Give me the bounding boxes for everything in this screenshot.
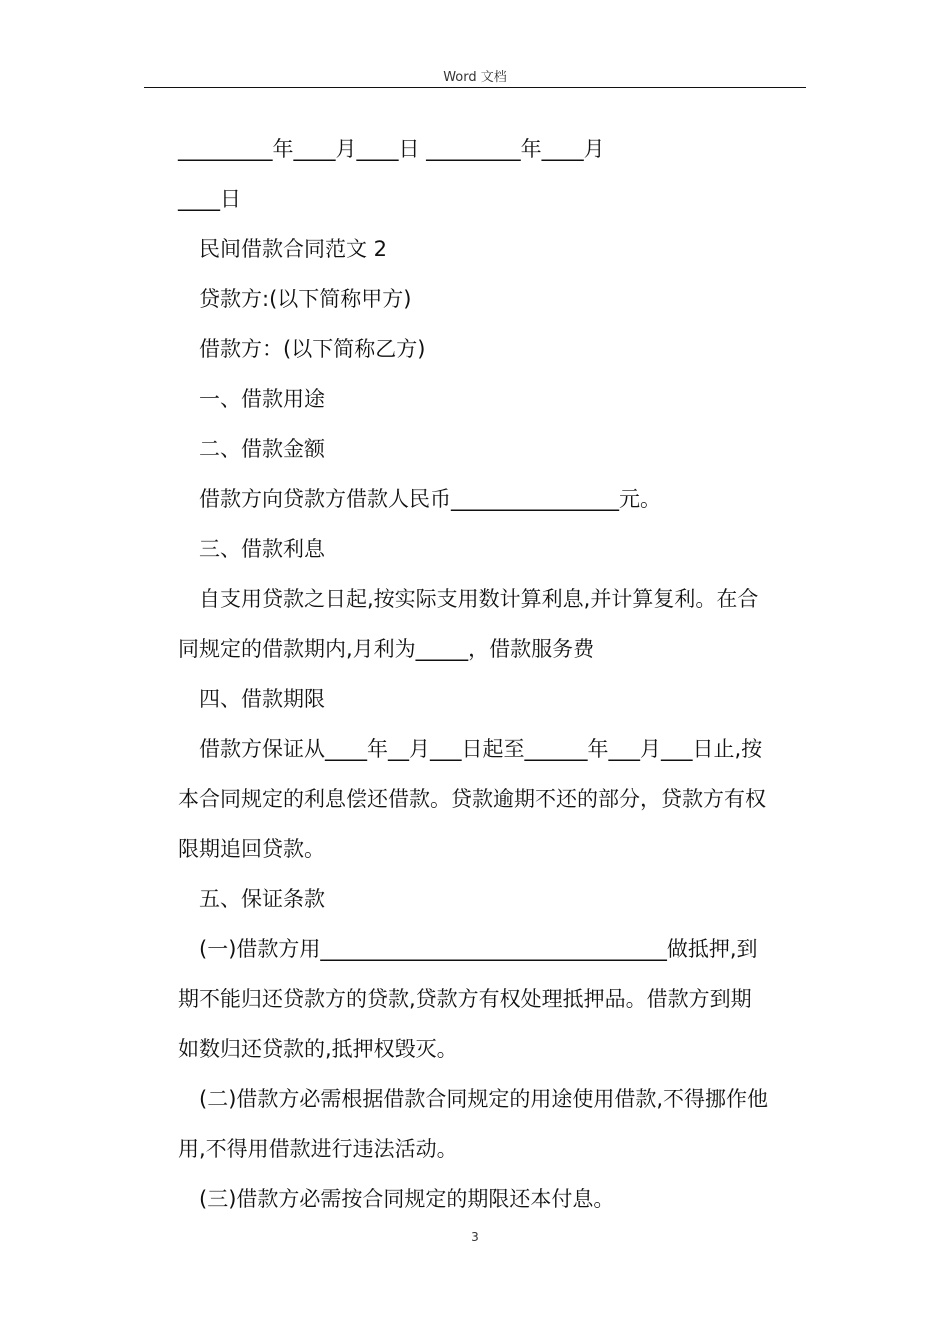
term-paragraph-line-1: 借款方保证从____年__月___日起至______年___月___日止,按: [199, 737, 763, 761]
date-line-continued: ____日: [178, 187, 241, 211]
section-heading-purpose: 一、借款用途: [199, 387, 325, 411]
guarantee-clause-1-line-1: (一)借款方用_________________________________做抵押,到: [199, 937, 758, 961]
borrower-line: 借款方：(以下简称乙方): [199, 337, 426, 361]
lender-line: 贷款方:(以下简称甲方): [199, 287, 412, 311]
interest-paragraph-line-2: 同规定的借款期内,月利为_____，借款服务费: [178, 637, 595, 661]
section-heading-guarantee: 五、保证条款: [199, 887, 325, 911]
page-header: Word 文档: [443, 70, 507, 85]
guarantee-clause-2-line-1: (二)借款方必需根据借款合同规定的用途使用借款,不得挪作他: [199, 1087, 769, 1111]
section-heading-term: 四、借款期限: [199, 687, 325, 711]
date-line: _________年____月____日 _________年____月: [178, 137, 605, 161]
header-divider: [144, 87, 806, 88]
guarantee-clause-1-line-3: 如数归还贷款的,抵押权毁灭。: [178, 1037, 458, 1061]
term-paragraph-line-3: 限期追回贷款。: [178, 837, 325, 861]
guarantee-clause-1-line-2: 期不能归还贷款方的贷款,贷款方有权处理抵押品。借款方到期: [178, 987, 752, 1011]
guarantee-clause-3: (三)借款方必需按合同规定的期限还本付息。: [199, 1187, 615, 1211]
amount-paragraph: 借款方向贷款方借款人民币________________元。: [199, 487, 661, 511]
document-body: [178, 124, 804, 1224]
section-heading-amount: 二、借款金额: [199, 437, 325, 461]
interest-paragraph-line-1: 自支用贷款之日起,按实际支用数计算利息,并计算复利。在合: [199, 587, 759, 611]
section-heading-interest: 三、借款利息: [199, 537, 325, 561]
page-number: 3: [471, 1230, 479, 1244]
term-paragraph-line-2: 本合同规定的利息偿还借款。贷款逾期不还的部分，贷款方有权: [178, 787, 766, 811]
contract-title: 民间借款合同范文 2: [199, 237, 388, 261]
guarantee-clause-2-line-2: 用,不得用借款进行违法活动。: [178, 1137, 458, 1161]
